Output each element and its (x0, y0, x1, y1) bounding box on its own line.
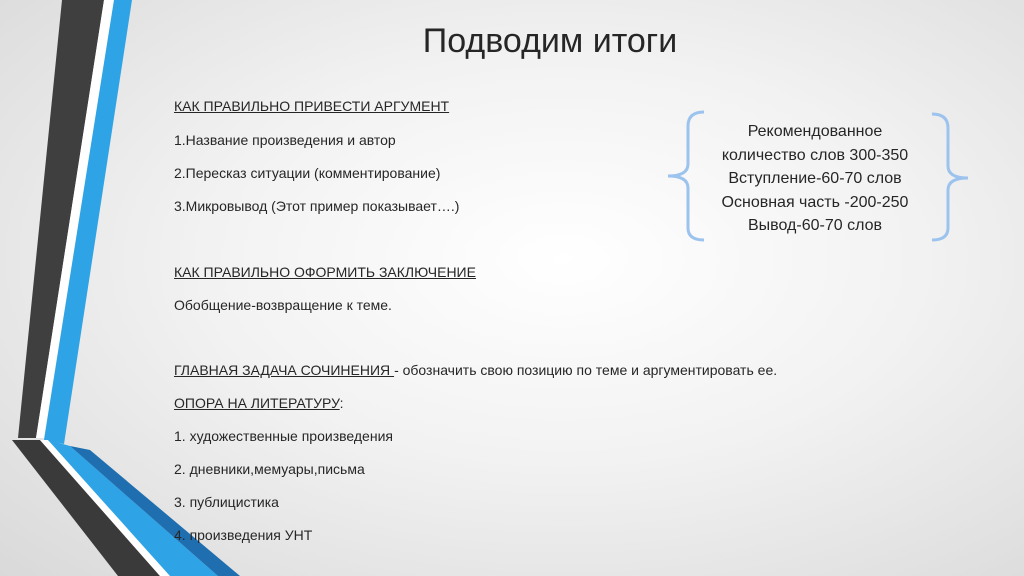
right-brace (932, 114, 968, 240)
slide-title: Подводим итоги (422, 22, 678, 60)
literature-item: 1. художественные произведения (174, 428, 393, 444)
argument-item: 2.Пересказ ситуации (комментирование) (174, 165, 441, 181)
recommendation-line: количество слов 300-350 (721, 146, 909, 164)
argument-item: 3.Микровывод (Этот пример показывает….) (174, 198, 460, 214)
recommendation-line: Вывод-60-70 слов (748, 217, 882, 234)
literature-item: 3. публицистика (174, 494, 279, 510)
conclusion-text: Обобщение-возвращение к теме. (174, 297, 392, 313)
left-brace (668, 112, 704, 240)
argument-heading: КАК ПРАВИЛЬНО ПРИВЕСТИ АРГУМЕНТ (174, 98, 450, 114)
argument-item: 1.Название произведения и автор (174, 132, 396, 148)
main-task-heading: ГЛАВНАЯ ЗАДАЧА СОЧИНЕНИЯ (174, 362, 395, 378)
recommendation-line: Рекомендованное (747, 123, 883, 140)
literature-item: 4. произведения УНТ (174, 527, 313, 543)
recommendation-line: Вступление-60-70 слов (728, 170, 902, 187)
literature-colon: : (339, 395, 344, 411)
literature-heading: ОПОРА НА ЛИТЕРАТУРУ (174, 395, 340, 411)
recommendation-box (700, 120, 930, 238)
main-task-text: - обозначить свою позицию по теме и аргументировать ее. (394, 362, 778, 378)
recommendation-line: Основная часть -200-250 (721, 193, 909, 211)
conclusion-heading: КАК ПРАВИЛЬНО ОФОРМИТЬ ЗАКЛЮЧЕНИЕ (174, 264, 476, 280)
literature-item: 2. дневники,мемуары,письма (174, 461, 365, 477)
